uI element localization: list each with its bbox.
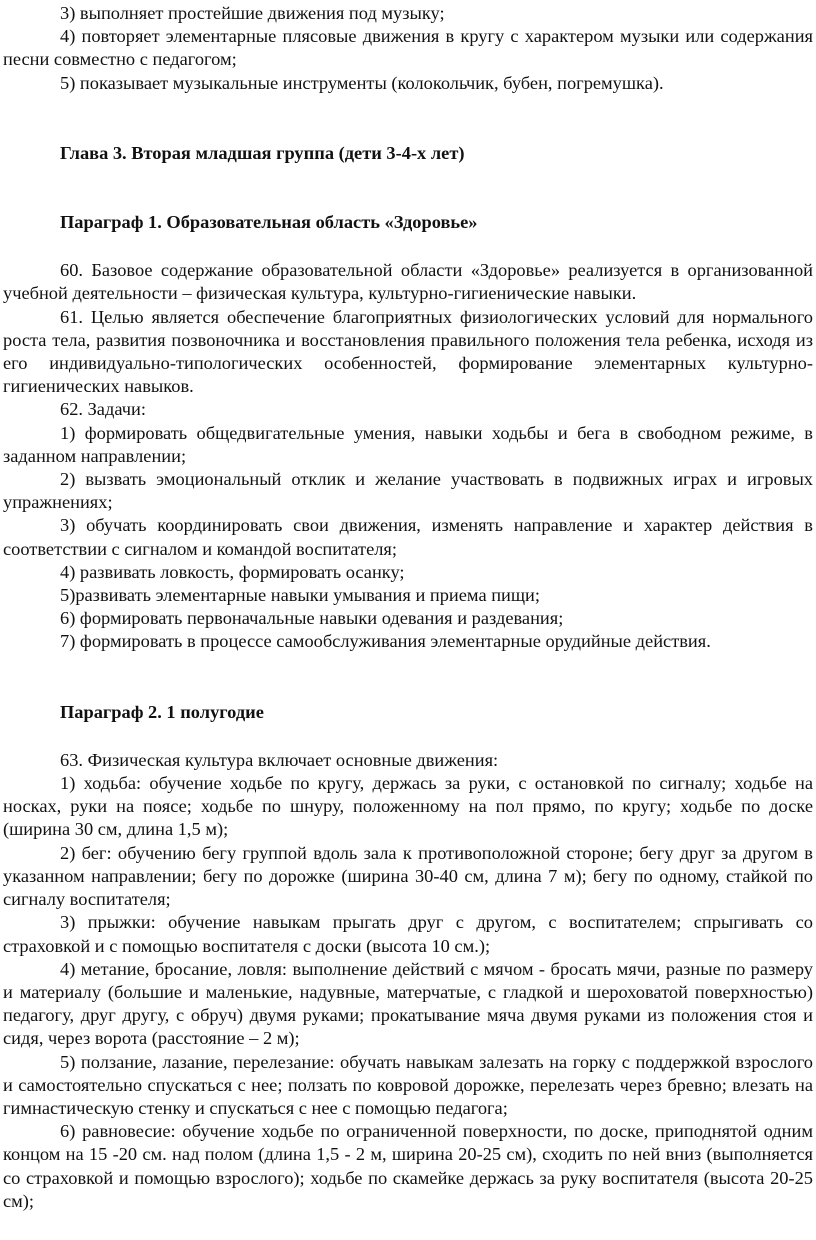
movement-walking: 1) ходьба: обучение ходьбе по кругу, держась за руки, с остановкой по сигналу; ходьбе на носках, руки на поясе; ходьбе по шнуру, положенному на пол прямо, по кругу; ходьбе по доске (ширина 30 см, длина 1,5 м);	[3, 773, 813, 840]
item-60: 60. Базовое содержание образовательной области «Здоровье» реализуется в организованной учебной деятельности – физическая культура, культурно-гигиенические навыки.	[3, 260, 813, 304]
spacer	[3, 724, 813, 749]
spacer	[3, 234, 813, 259]
spacer	[3, 95, 813, 142]
item-61: 61. Целью является обеспечение благоприятных физиологических условий для нормального роста тела, развития позвоночника и восстановления правильного положения тела ребенка, исходя из его индивидуально-типологических особенностей, формирование элементарных культурно-гигиенических навыков.	[3, 306, 813, 397]
movement-throwing: 4) метание, бросание, ловля: выполнение действий с мячом - бросать мячи, разные по размеру и материалу (большие и маленькие, надувные, матерчатые, с гладкой и шероховатой поверхностью) педагогу, друг другу, с обруч) двумя руками; прокатывание мяча двумя руками из положения стоя и сидя, через ворота (расстояние – 2 м);	[3, 958, 813, 1049]
paragraph2-title: Параграф 2. 1 полугодие	[60, 701, 264, 722]
intro-item-4: 4) повторяет элементарные плясовые движения в кругу с характером музыки или содержания песни совместно с педагогом;	[3, 26, 813, 70]
movement-balance: 6) равновесие: обучение ходьбе по ограниченной поверхности, по доске, приподнятой одним концом на 15 -20 см. над полом (длина 1,5 - 2 м, ширина 20-25 см), сходить по ней вниз (выполняется со страховкой и помощью взрослого); ходьбе по скамейке держась за руку воспитателя (высота 20-25 см);	[3, 1121, 813, 1211]
task-2: 2) вызвать эмоциональный отклик и желание участвовать в подвижных играх и игровых упражнениях;	[3, 469, 813, 513]
chapter-title: Глава 3. Вторая младшая группа (дети 3-4-х лет)	[60, 142, 465, 163]
spacer	[3, 654, 813, 701]
movement-running: 2) бег: обучению бегу группой вдоль зала к противоположной стороне; бегу друг за другом в указанном направлении; бегу по дорожке (ширина 30-40 см, длина 7 м); бегу по одному, стайкой по сигналу воспитателя;	[3, 842, 813, 910]
task-4: 4) развивать ловкость, формировать осанку;	[60, 561, 405, 582]
task-7: 7) формировать в процессе самообслуживания элементарные орудийные действия.	[60, 631, 711, 652]
item-62: 62. Задачи:	[60, 399, 146, 420]
task-5: 5)развивать элементарные навыки умывания и приема пищи;	[60, 585, 540, 606]
item-63: 63. Физическая культура включает основные движения:	[60, 749, 499, 770]
movement-jumping: 3) прыжки: обучение навыкам прыгать друг с другом, с воспитателем; спрыгивать со страховкой и с помощью воспитателя с доски (высота 10 см.);	[3, 912, 813, 956]
task-6: 6) формировать первоначальные навыки одевания и раздевания;	[60, 608, 564, 629]
task-3: 3) обучать координировать свои движения, изменять направление и характер действия в соответствии с сигналом и командой воспитателя;	[3, 515, 813, 559]
spacer	[3, 165, 813, 211]
task-1: 1) формировать общедвигательные умения, навыки ходьбы и бега в свободном режиме, в заданном направлении;	[3, 422, 813, 466]
paragraph1-title: Параграф 1. Образовательная область «Здоровье»	[60, 212, 478, 233]
intro-item-5: 5) показывает музыкальные инструменты (колокольчик, бубен, погремушка).	[60, 72, 664, 93]
intro-item-3: 3) выполняет простейшие движения под музыку;	[60, 3, 445, 23]
movement-crawling: 5) ползание, лазание, перелезание: обучать навыкам залезать на горку с поддержкой взрослого и самостоятельно спускаться с нее; ползать по ковровой дорожке, перелезать через бревно; влезать на гимнастическую стенку и спускаться с нее с помощью педагога;	[3, 1051, 813, 1118]
